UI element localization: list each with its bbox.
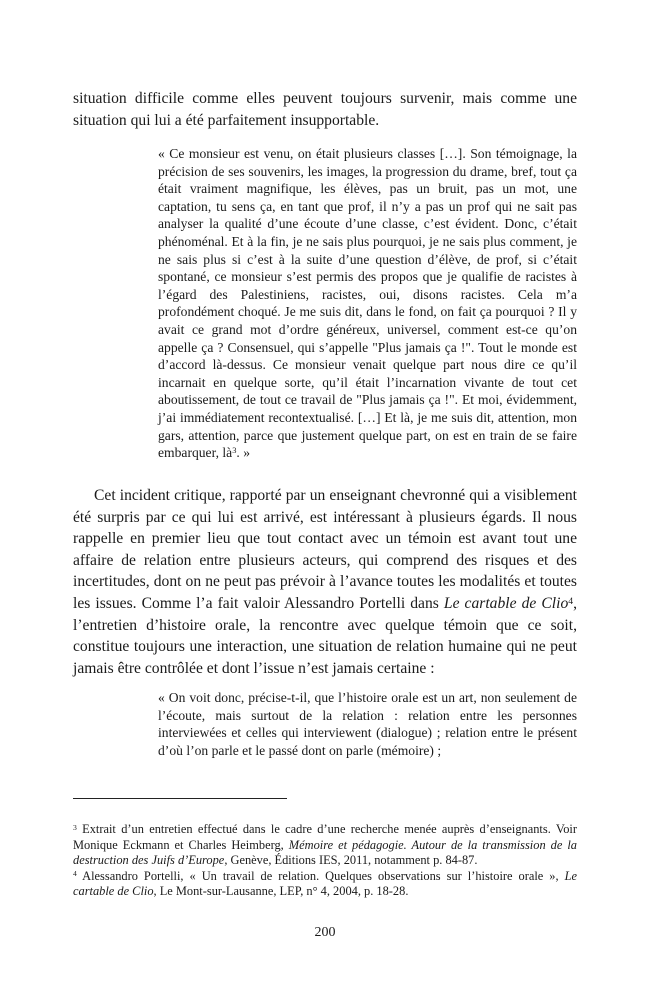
block-quote-testimony [158, 145, 577, 462]
footnote-reference[interactable]: 4 [568, 595, 574, 607]
book-title: Le cartable de Clio [443, 594, 569, 612]
footnote-text: , Le Mont-sur-Lausanne, LEP, n° 4, 2004, p. 18-28. [153, 884, 409, 899]
footnote-text: , Genève, Éditions IES, 2011, notamment p. 84-87. [224, 853, 478, 868]
body-paragraph-continuation: situation difficile comme elles peuvent toujours survenir, mais comme une situation qui lui a été parfaitement insupportable. [73, 90, 577, 129]
footnote-reference[interactable]: 3 [232, 445, 237, 456]
page-number: 200 [314, 925, 336, 940]
footnote [73, 869, 577, 900]
footnote-text: Extrait d’un entretien effectué dans le cadre d’une recherche menée auprès d’enseignants. Voir Monique Eckmann et Charles Heimberg, [73, 822, 577, 852]
body-paragraph [73, 485, 577, 679]
footnote-book-title: Mémoire et pédagogie. Autour de la transmission de la destruction des Juifs d’Europe [73, 837, 577, 868]
footnote-book-title: Le cartable de Clio [73, 868, 577, 899]
footnote [73, 822, 577, 869]
quote-text: « Ce monsieur est venu, on était plusieurs classes […]. Son témoignage, la précision de ses souvenirs, les images, la progression du drame, bref, tout ça était vraiment magnifique, les élèves, pas un bruit, pas un mot, une captation, tu sens ça, en tant que prof, il n’y a pas un prof qui ne sait pas analyser la qualité d’une écoute d’une classe, c’est évident. Donc, c’était phénoménal. Et à la fin, je ne sais plus pourquoi, je ne sais plus comment, je ne sais plus si c’est à la suite d’une question d’élève, de prof, si c’était spontané, ce monsieur s’est permis des propos que je qualifie de racistes à l’égard des Palestiniens, racistes, oui, disons racistes. Cela m’a profondément choqué. Je me suis dit, dans le fond, on fait ça pourquoi ? Il y avait ce grand mot d’ordre généreux, universel, comment est-ce qu’on appelle ça ? Consensuel, qui s’appelle "Plus jamais ça !". Tout le monde est d’accord là-dessus. Ce monsieur venait quelque part nous dire ce qu’il incarnait en quelque sorte, qu’il était l’incarnation vivante de tout cet aboutissement, de tout ce travail de "Plus jamais ça !". Et moi, évidemment, j’ai immédiatement recontextualisé. […] Et là, je me suis dit, attention, mon gars, attention, parce que justement quelque part, on est en train de se faire embarquer, là [158, 146, 577, 461]
footnote-separator [73, 798, 287, 799]
footnote-number: 4 [73, 869, 77, 879]
footnote-number: 3 [73, 822, 77, 832]
footnote-text: Alessandro Portelli, « Un travail de relation. Quelques observations sur l’histoire orale », [76, 868, 565, 883]
footnotes [73, 822, 577, 900]
paragraph-text: Cet incident critique, rapporté par un enseignant chevronné qui a visiblement été surpris par ce qui lui est arrivé, est intéressant à plusieurs égards. Il nous rappelle en premier lieu que tout contact avec un témoin est avant tout une affaire de relation entre plusieurs acteurs, qui comprend des risques et des incertitudes, dont on ne peut pas prévoir à l’avance toutes les modalités et toutes les issues. Comme l’a fait valoir Alessandro Portelli dans [73, 487, 577, 612]
paragraph-text: , l’entretien d’histoire orale, la rencontre avec quelque témoin que ce soit, constitue toujours une interaction, une situation de relation humaine qui ne peut jamais être contrôlée et dont l’issue n’est jamais certaine : [73, 594, 577, 677]
quote-end: . » [236, 445, 250, 461]
block-quote-portelli: « On voit donc, précise-t-il, que l’histoire orale est un art, non seulement de l’écoute, mais surtout de la relation : relation entre les personnes interviewées et celles qui interviewent (dialogue) ; relation entre le présent d’où l’on parle et le passé dont on parle (mémoire) ; [158, 690, 577, 758]
